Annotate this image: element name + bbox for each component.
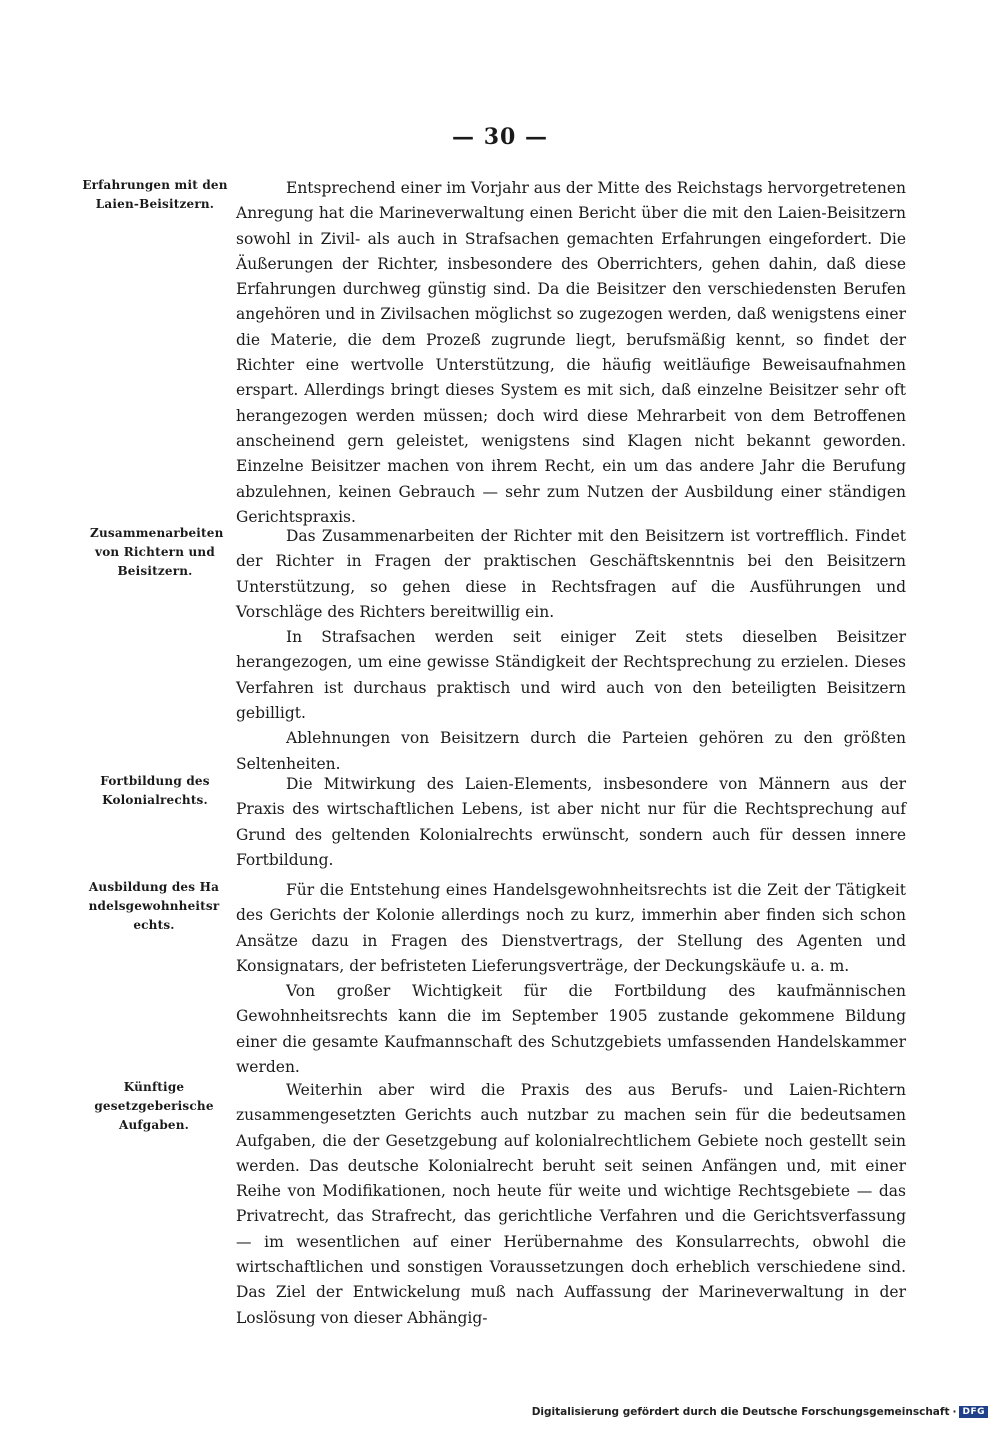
margin-note: Fortbildung des Kolonialrechts.: [100, 774, 210, 807]
body-text: [236, 176, 906, 530]
paragraph: Weiterhin aber wird die Praxis des aus Berufs- und Laien-Richtern zusammengesetzten Gerichts auch nutzbar zu machen sein für die bedeutsamen Aufgaben, die der Gesetzgebung auf kolonialrechtlichem Gebiete noch gestellt sein werden. Das deutsche Kolonialrecht beruht seit seinen Anfängen und, mit einer Reihe von Modifikationen, noch heute für weite und wichtige Rechtsgebiete — das Privatrecht, das Strafrecht, das gerichtliche Verfahren und die Gerichtsverfassung — im wesentlichen auf einer Herübernahme des Konsularrechts, obwohl die wirtschaftlichen und sonstigen Voraussetzungen doch erheblich verschiedene sind. Das Ziel der Entwickelung muß nach Auffassung der Marineverwaltung in der Loslösung von dieser Abhängig-: [236, 1081, 906, 1327]
paragraph: Das Zusammenarbeiten der Richter mit den Beisitzern ist vortrefflich. Findet der Richter in Fragen der praktischen Geschäftskenntnis bei den Beisitzern Unterstützung, so gehen diese in Rechtsfragen auf die Ausführungen und Vorschläge des Richters bereitwillig ein.: [236, 527, 906, 621]
body-text: [236, 524, 906, 777]
credit-text: Digitalisierung gefördert durch die Deutsche Forschungsgemeinschaft: [531, 1406, 950, 1418]
paragraph: In Strafsachen werden seit einiger Zeit stets dieselben Beisitzer herangezogen, um eine gewisse Ständigkeit der Rechtsprechung zu erzielen. Dieses Verfahren ist durchaus praktisch und wird auch von den beteiligten Beisitzern gebilligt.: [236, 628, 906, 723]
paragraph: Entsprechend einer im Vorjahr aus der Mitte des Reichstags hervorgetretenen Anregung hat die Marineverwaltung einen Bericht über die mit den Laien-Beisitzern sowohl in Zivil- als auch in Strafsachen gemachten Erfahrungen eingefordert. Die Äußerungen der Richter, insbesondere des Oberrichters, gehen dahin, daß diese Erfahrungen durchweg günstig sind. Da die Beisitzer den verschiedensten Berufen angehören und in Zivilsachen möglichst so zugezogen werden, daß wenigstens einer die Materie, die dem Prozeß zugrunde liegt, berufsmäßig kennt, so findet der Richter eine wertvolle Unterstützung, die häufig weitläufige Beweisaufnahmen erspart. Allerdings bringt dieses System es mit sich, daß einzelne Beisitzer sehr oft herangezogen werden müssen; doch wird diese Mehrarbeit von dem Betroffenen anscheinend gern geleistet, wenigstens sind Klagen nicht bekannt geworden. Einzelne Beisitzer machen von ihrem Recht, ein um das andere Jahr die Berufung abzulehnen, keinen Gebrauch — sehr zum Nutzen der Ausbildung einer ständigen Gerichtspraxis.: [236, 179, 906, 526]
margin-note: Künftige gesetzgeberische Aufgaben.: [94, 1080, 214, 1132]
dfg-logo-icon: DFG: [959, 1406, 988, 1418]
credit-separator: ·: [952, 1406, 957, 1418]
paragraph: Für die Entstehung eines Handelsgewohnheitsrechts ist die Zeit der Tätigkeit des Gerichts der Kolonie allerdings noch zu kurz, immerhin aber finden sich schon Ansätze dazu in Fragen des Dienstvertrags, der Stellung des Agenten und Konsignatars, der befristeten Lieferungsverträge, der Deckungskäufe u. a. m.: [236, 881, 906, 975]
body-text: [236, 1078, 906, 1331]
margin-note: Ausbildung des Handelsgewohnheitsrechts.: [88, 880, 220, 932]
margin-note: Erfahrungen mit den Laien-Beisitzern.: [82, 178, 228, 211]
paragraph: Die Mitwirkung des Laien-Elements, insbesondere von Männern aus der Praxis des wirtschaftlichen Lebens, ist aber nicht nur für die Rechtsprechung auf Grund des geltenden Kolonialrechts erwünscht, sondern auch für dessen innere Fortbildung.: [236, 775, 906, 869]
paragraph: Von großer Wichtigkeit für die Fortbildung des kaufmännischen Gewohnheitsrechts kann die im September 1905 zustande gekommene Bildung einer die gesamte Kaufmannschaft des Schutzgebiets umfassenden Handelskammer werden.: [236, 982, 906, 1077]
margin-note: Zusammenarbeiten von Richtern und Beisitzern.: [90, 526, 224, 578]
body-text: [236, 878, 906, 1080]
digitization-credit: [532, 1406, 988, 1418]
page-number: — 30 —: [452, 124, 548, 150]
body-text: [236, 772, 906, 873]
paragraph: Ablehnungen von Beisitzern durch die Parteien gehören zu den größten Seltenheiten.: [236, 729, 906, 773]
